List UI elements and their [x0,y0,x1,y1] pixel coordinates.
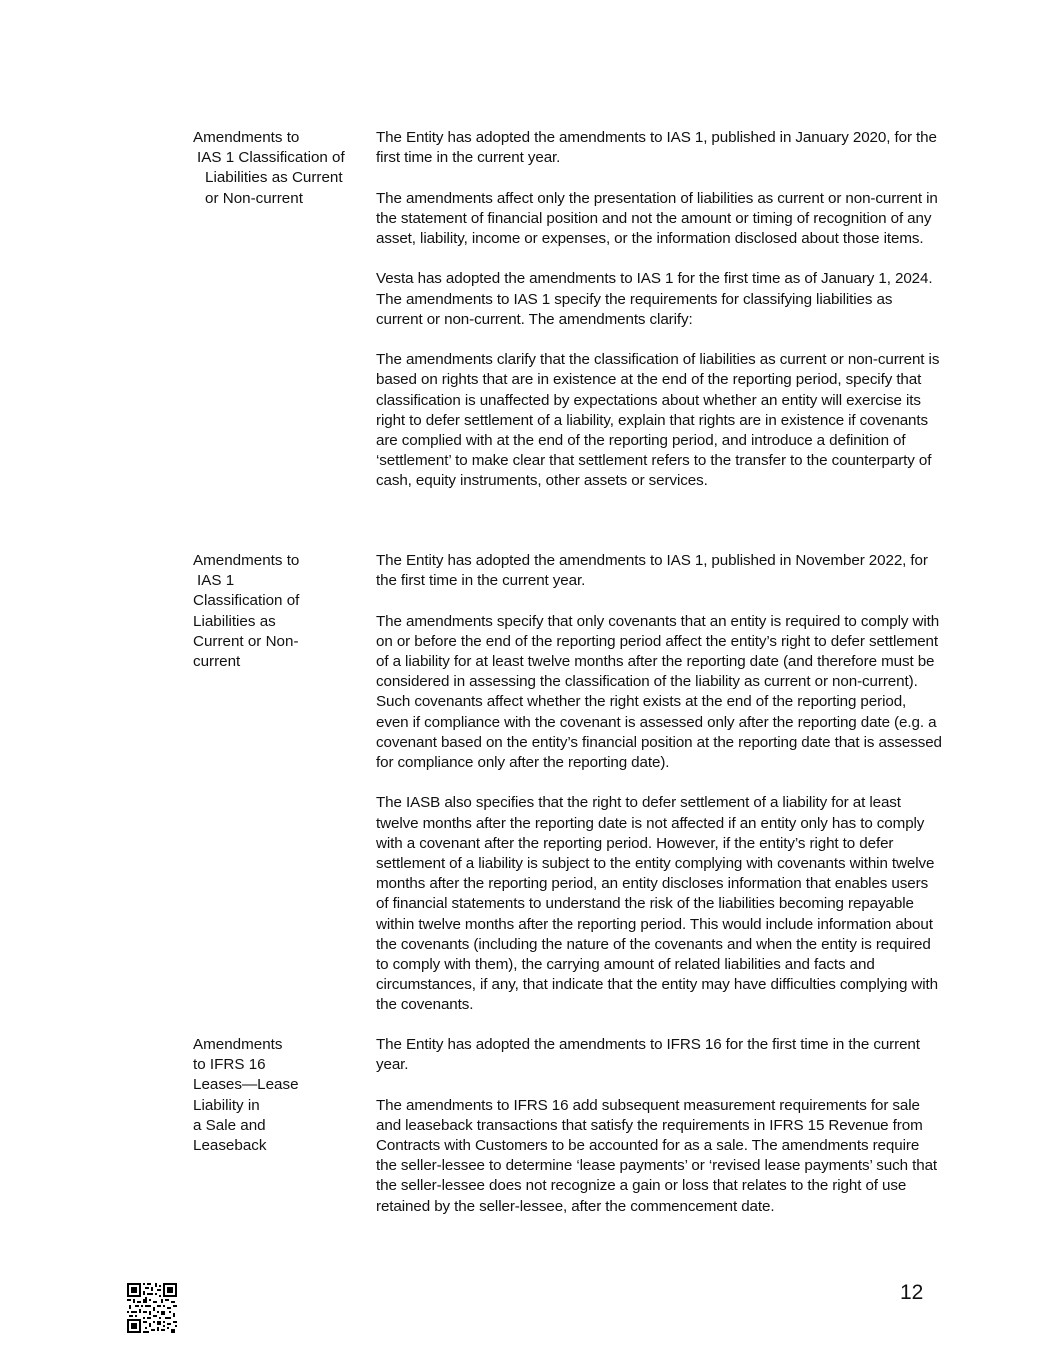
qr-code-icon [127,1283,177,1333]
paragraph: The amendments specify that only covenants that an entity is required to comply with on or before the end of the reporting period affect the entity’s right to defer settlement of a liability for at least twelve months after the reporting date (and therefore must be considered in assessing the classification of the liability as current or non-current). Such covenants affect whether the right exists at the end of the reporting period, even if compliance with the covenant is assessed only after the reporting date (e.g. a covenant based on the entity’s financial position at the reporting date that is assessed for compliance only after the reporting date). [376,612,942,772]
section-label [193,1035,299,1156]
label-line: IAS 1 [197,572,235,590]
label-line: Amendments to [193,552,300,569]
section-body [376,128,942,512]
section-label [193,551,299,672]
paragraph: The Entity has adopted the amendments to IAS 1, published in January 2020, for the first time in the current year. [376,129,937,167]
paragraph: The amendments clarify that the classification of liabilities as current or non-current is based on rights that are in existence at the end of the reporting period, specify that classification is unaffected by expectations about whether an entity will exercise its right to defer settlement of a liability, explain that rights are in existence if covenants are complied with at the end of the reporting period, and introduce a definition of ‘settlement’ to make clear that settlement refers to the transfer to the counterparty of cash, equity instruments, other assets or services. [376,351,940,490]
label-line: to IFRS 16 [193,1056,266,1074]
label-line: Liabilities as [193,612,276,630]
label-line: Amendments to [193,129,300,146]
paragraph: The IASB also specifies that the right to defer settlement of a liability for at least twelve months after the reporting date is not affected if an entity only has to comply with a covenant after the reporting period. However, if the entity’s right to defer settlement of a liability is subject to the entity complying with covenants within twelve months after the reporting period, an entity discloses information that enables users of financial statements to understand the risk of the liabilities becoming repayable within twelve months after the reporting period. This would include information about the covenants (including the nature of the covenants and when the entity is required to comply with them), the carrying amount of related liabilities and facts and circumstances, if any, that indicate that the entity may have difficulties complying with the covenants. [376,794,939,1014]
label-line: current [193,653,241,671]
section-label [193,128,345,209]
label-line: Liability in [193,1096,260,1114]
paragraph: The amendments affect only the presentation of liabilities as current or non-current in the statement of financial position and not the amount or timing of recognition of any asset, liability, income or expenses, or the information disclosed about those items. [376,189,938,247]
label-line: Classification of [193,592,300,610]
label-line: a Sale and [193,1116,266,1134]
paragraph: Vesta has adopted the amendments to IAS 1 for the first time as of January 1, 2024. The amendments to IAS 1 specify the requirements for classifying liabilities as current or non-current. The amendments clarify: [376,270,933,328]
page-number: 12 [900,1281,924,1304]
label-line: Liabilities as Current [205,169,343,187]
label-line: Current or Non- [193,632,299,650]
label-line: IAS 1 Classification of [197,149,345,167]
label-line: Leases—Lease [193,1076,299,1094]
label-line: or Non-current [205,189,303,207]
section-body [376,1035,942,1237]
paragraph: The amendments to IFRS 16 add subsequent measurement requirements for sale and leaseback transactions that satisfy the requirements in IFRS 15 Revenue from Contracts with Customers to be accounted for as a sale. The amendments require the seller-lessee to determine ‘lease payments’ or ‘revised lease payments’ such that the seller-lessee does not recognize a gain or loss that relates to the right of use retained by the seller-lessee, after the commencement date. [376,1096,938,1215]
label-line: Leaseback [193,1137,267,1155]
paragraph: The Entity has adopted the amendments to IFRS 16 for the first time in the current year. [376,1036,920,1074]
paragraph: The Entity has adopted the amendments to IAS 1, published in November 2022, for the first time in the current year. [376,552,928,590]
section-body [376,551,942,1036]
label-line: Amendments [193,1036,283,1053]
